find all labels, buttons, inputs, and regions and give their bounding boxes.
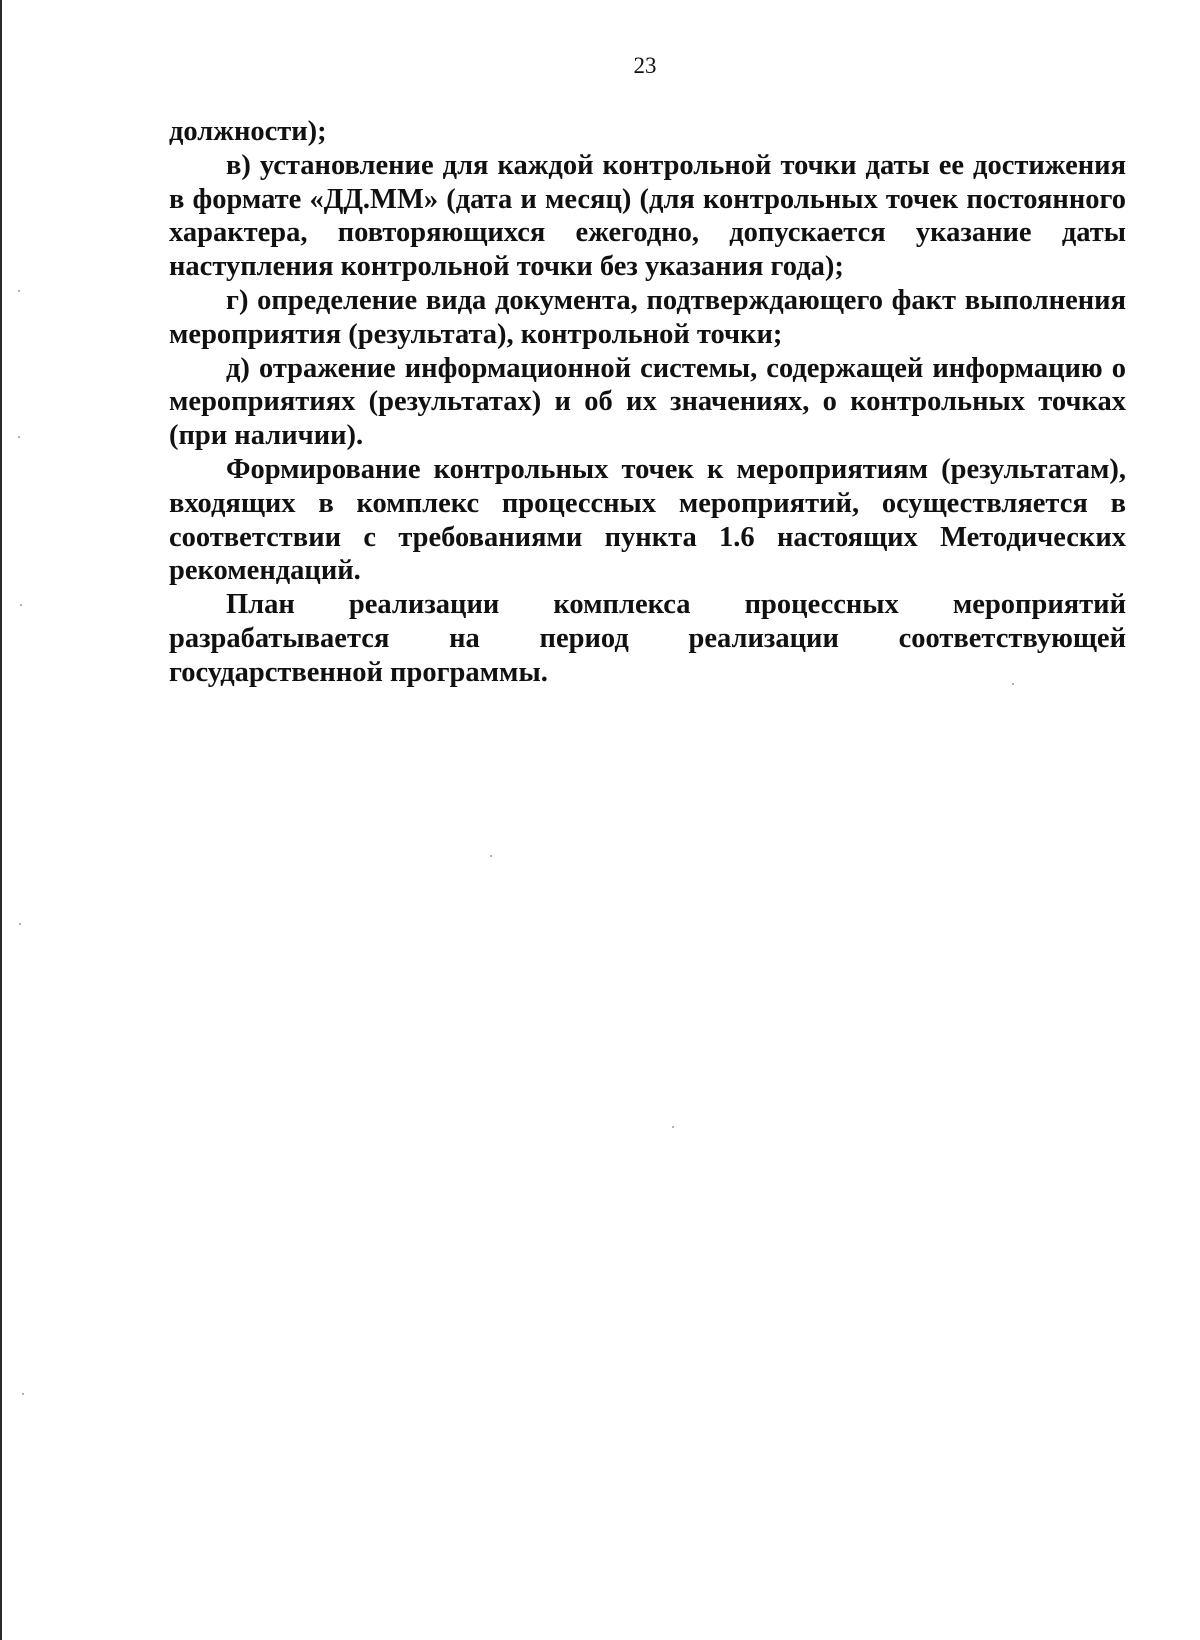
- scan-speck: [18, 290, 20, 292]
- paragraph-item-d: д) отражение информационной системы, содержащей информацию о мероприятиях (результатах) и об их значениях, о контрольных точках (при наличии).: [169, 352, 1126, 452]
- paragraph-item-v: в) установление для каждой контрольной точки даты ее достижения в формате «ДД.ММ» (дата и месяц) (для контрольных точек постоянного характера, повторяющихся ежегодно, допускается указание даты наступления контрольной точки без указания года);: [169, 149, 1126, 283]
- scan-speck: [490, 855, 492, 857]
- paragraph-continuation: должности);: [169, 116, 327, 147]
- scan-speck: [672, 1126, 674, 1128]
- scan-speck: [19, 923, 21, 925]
- scan-speck: [1012, 683, 1014, 685]
- document-body: [169, 115, 1126, 690]
- scan-speck: [22, 1393, 24, 1395]
- page-number: 23: [633, 53, 657, 78]
- scan-left-edge: [0, 0, 2, 1640]
- scan-speck: [18, 436, 20, 438]
- paragraph-implementation-plan: План реализации комплекса процессных мероприятий разрабатывается на период реализации соответствующей государственной программы.: [169, 589, 1126, 688]
- paragraph-control-points: Формирование контрольных точек к мероприятиям (результатам), входящих в комплекс процессных мероприятий, осуществляется в соответствии с требованиями пункта 1.6 настоящих Методических рекомендаций.: [169, 453, 1126, 587]
- scan-speck: [20, 604, 22, 606]
- paragraph-item-g: г) определение вида документа, подтверждающего факт выполнения мероприятия (результата), контрольной точки;: [169, 284, 1126, 350]
